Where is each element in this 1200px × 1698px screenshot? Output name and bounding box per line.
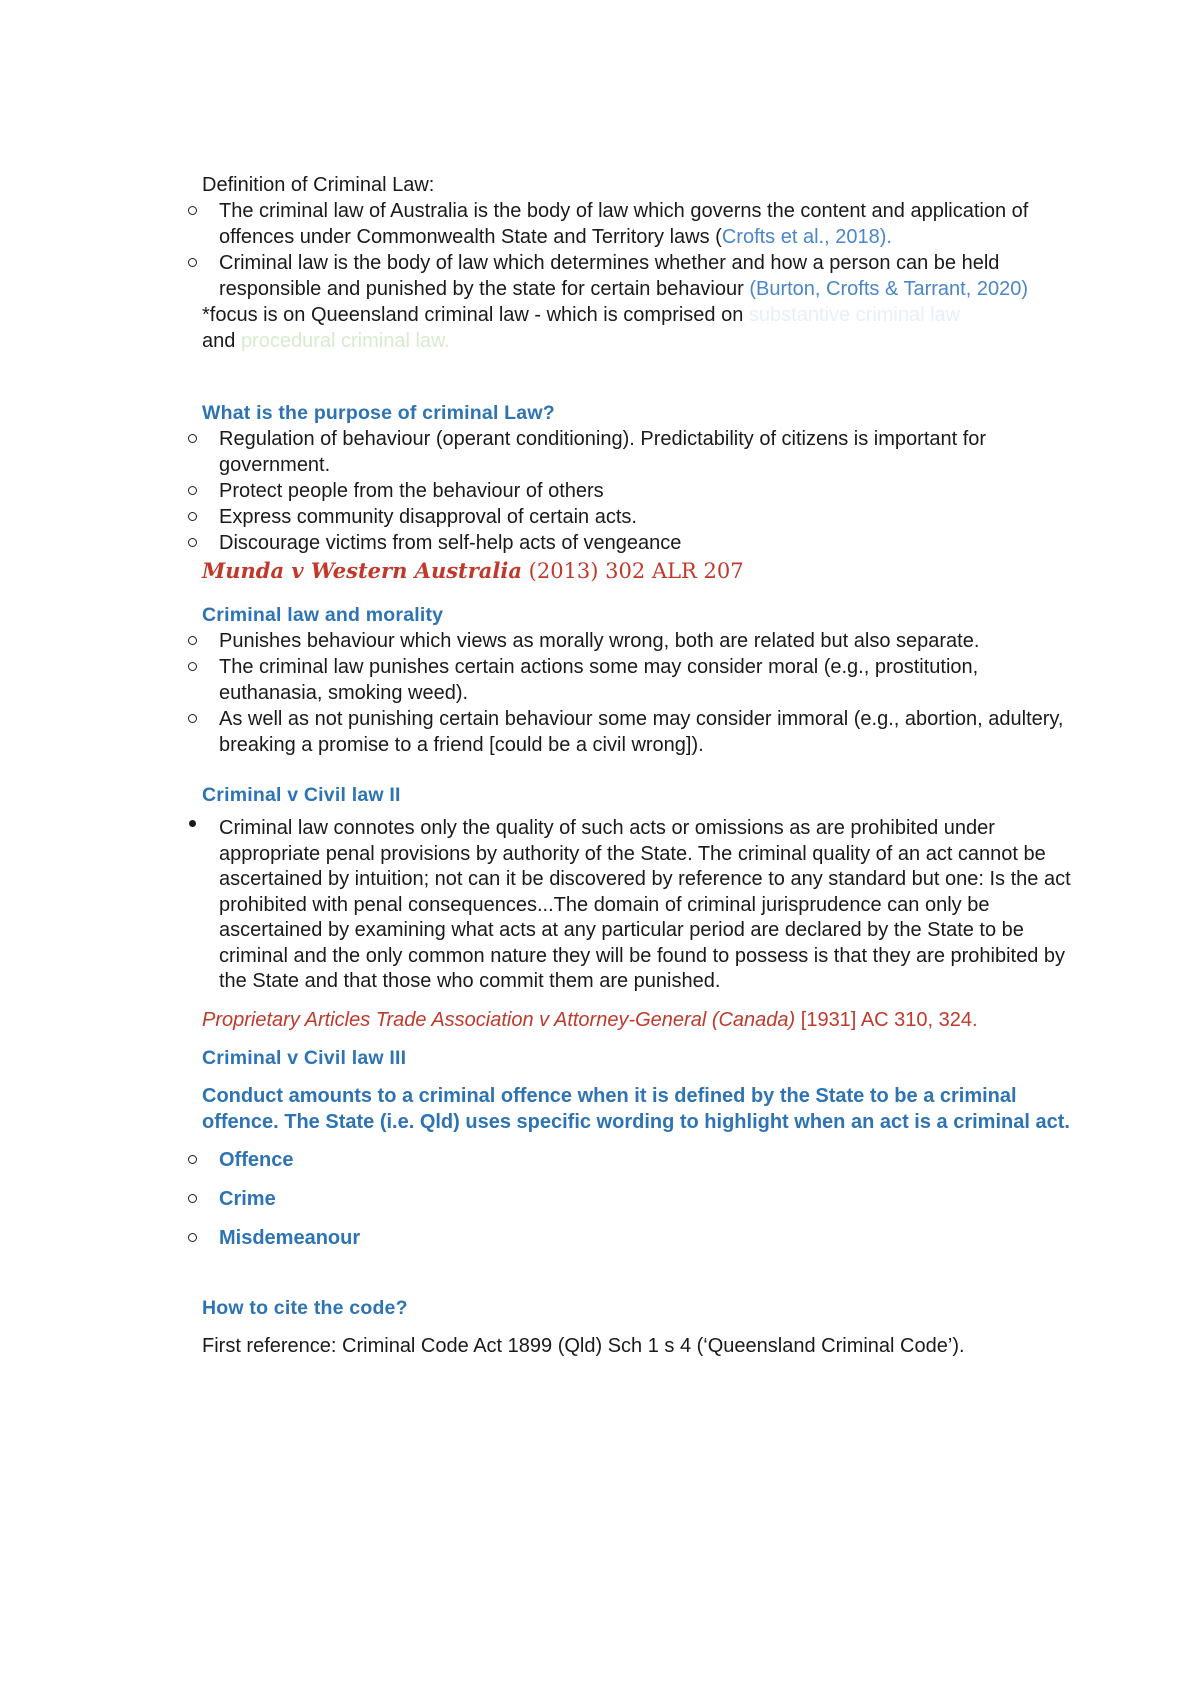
solid-bullet-icon (189, 820, 196, 827)
hollow-bullet-icon (188, 1155, 197, 1164)
definition-title: Definition of Criminal Law: (202, 174, 435, 196)
quote-text: Criminal law connotes only the quality of such acts or omissions as are prohibited under appropriate penal provisions by authority of the State. The criminal quality of an act cannot be ascertained by intuition; not can it be discovered by reference to any standard but one: Is the act prohibited with penal consequences...The domain of criminal jurisprudence can only be ascertained by examining what acts at any particular period are declared by the State to be criminal and the only common nature they will be found to possess is that they are prohibited by the State and that those who commit them are punished. (219, 817, 1071, 992)
citation-burton: (Burton, Crofts & Tarrant, 2020) (749, 278, 1028, 300)
morality-item-text: The criminal law punishes certain actions some may consider moral (e.g., prostitution, euthanasia, smoking weed). (219, 656, 979, 704)
offence-terms-list (202, 1147, 1082, 1251)
definition-list (202, 198, 1082, 302)
hollow-bullet-icon (188, 206, 197, 215)
citation-crofts: Crofts et al., 2018). (721, 226, 892, 248)
term-text: Offence (219, 1148, 294, 1171)
list-item (202, 198, 1082, 250)
hollow-bullet-icon (188, 662, 197, 671)
criminal-offence-statement: Conduct amounts to a criminal offence when it is defined by the State to be a criminal offence. The State (i.e. Qld) uses specific wording to highlight when an act is a criminal act. (202, 1084, 1070, 1133)
substantive-law-text: substantive criminal law (748, 304, 961, 326)
case-reference: (2013) 302 ALR 207 (521, 559, 744, 583)
hollow-bullet-icon (188, 512, 197, 521)
term-text: Crime (219, 1187, 276, 1210)
civil-law-2-heading: Criminal v Civil law II (202, 784, 401, 806)
case-reference: [1931] AC 310, 324. (795, 1008, 978, 1031)
list-item (202, 816, 1082, 995)
purpose-item-text: Discourage victims from self-help acts of vengeance (219, 532, 682, 554)
list-item (202, 706, 1082, 758)
purpose-list (202, 426, 1082, 556)
hollow-bullet-icon (188, 636, 197, 645)
morality-item-text: As well as not punishing certain behaviour some may consider immoral (e.g., abortion, adultery, breaking a promise to a friend [could be a civil wrong]). (219, 708, 1064, 756)
hollow-bullet-icon (188, 1194, 197, 1203)
hollow-bullet-icon (188, 714, 197, 723)
list-item (202, 1225, 1082, 1251)
list-item (202, 654, 1082, 706)
hollow-bullet-icon (188, 258, 197, 267)
morality-list (202, 628, 1082, 758)
definition-item-2-text: Criminal law is the body of law which determines whether and how a person can be held responsible and punished by the state for certain behaviour (219, 252, 1000, 300)
hollow-bullet-icon (188, 434, 197, 443)
morality-heading: Criminal law and morality (202, 604, 444, 626)
procedural-law-text: procedural criminal law. (240, 330, 450, 352)
document-body (202, 172, 1082, 1359)
hollow-bullet-icon (188, 1233, 197, 1242)
purpose-heading: What is the purpose of criminal Law? (202, 402, 555, 424)
list-item (202, 478, 1082, 504)
case-name: Proprietary Articles Trade Association v Attorney-General (Canada) (202, 1008, 796, 1031)
list-item (202, 1147, 1082, 1173)
definition-item-1-text: The criminal law of Australia is the body of law which governs the content and application of offences under Commonwealth State and Territory laws ( (219, 200, 1029, 248)
cite-text: First reference: Criminal Code Act 1899 (Qld) Sch 1 s 4 (‘Queensland Criminal Code’). (202, 1334, 965, 1357)
case-name: Munda v Western Australia (202, 558, 522, 583)
list-item (202, 530, 1082, 556)
focus-note (202, 302, 1082, 354)
civil-law-2-list (202, 816, 1082, 995)
focus-and: and (202, 330, 241, 352)
proprietary-case-citation (202, 1007, 1082, 1033)
civil-law-3-heading: Criminal v Civil law III (202, 1046, 407, 1069)
focus-text: *focus is on Queensland criminal law - which is comprised on (202, 304, 749, 326)
munda-case-citation (202, 556, 1082, 586)
morality-item-text: Punishes behaviour which views as morally wrong, both are related but also separate. (219, 630, 980, 652)
list-item (202, 504, 1082, 530)
purpose-item-text: Regulation of behaviour (operant conditioning). Predictability of citizens is important for government. (219, 428, 987, 476)
hollow-bullet-icon (188, 538, 197, 547)
list-item (202, 1186, 1082, 1212)
purpose-item-text: Protect people from the behaviour of others (219, 480, 604, 502)
hollow-bullet-icon (188, 486, 197, 495)
list-item (202, 250, 1082, 302)
term-text: Misdemeanour (219, 1226, 361, 1249)
list-item (202, 628, 1082, 654)
purpose-item-text: Express community disapproval of certain acts. (219, 506, 637, 528)
list-item (202, 426, 1082, 478)
cite-heading: How to cite the code? (202, 1296, 408, 1319)
